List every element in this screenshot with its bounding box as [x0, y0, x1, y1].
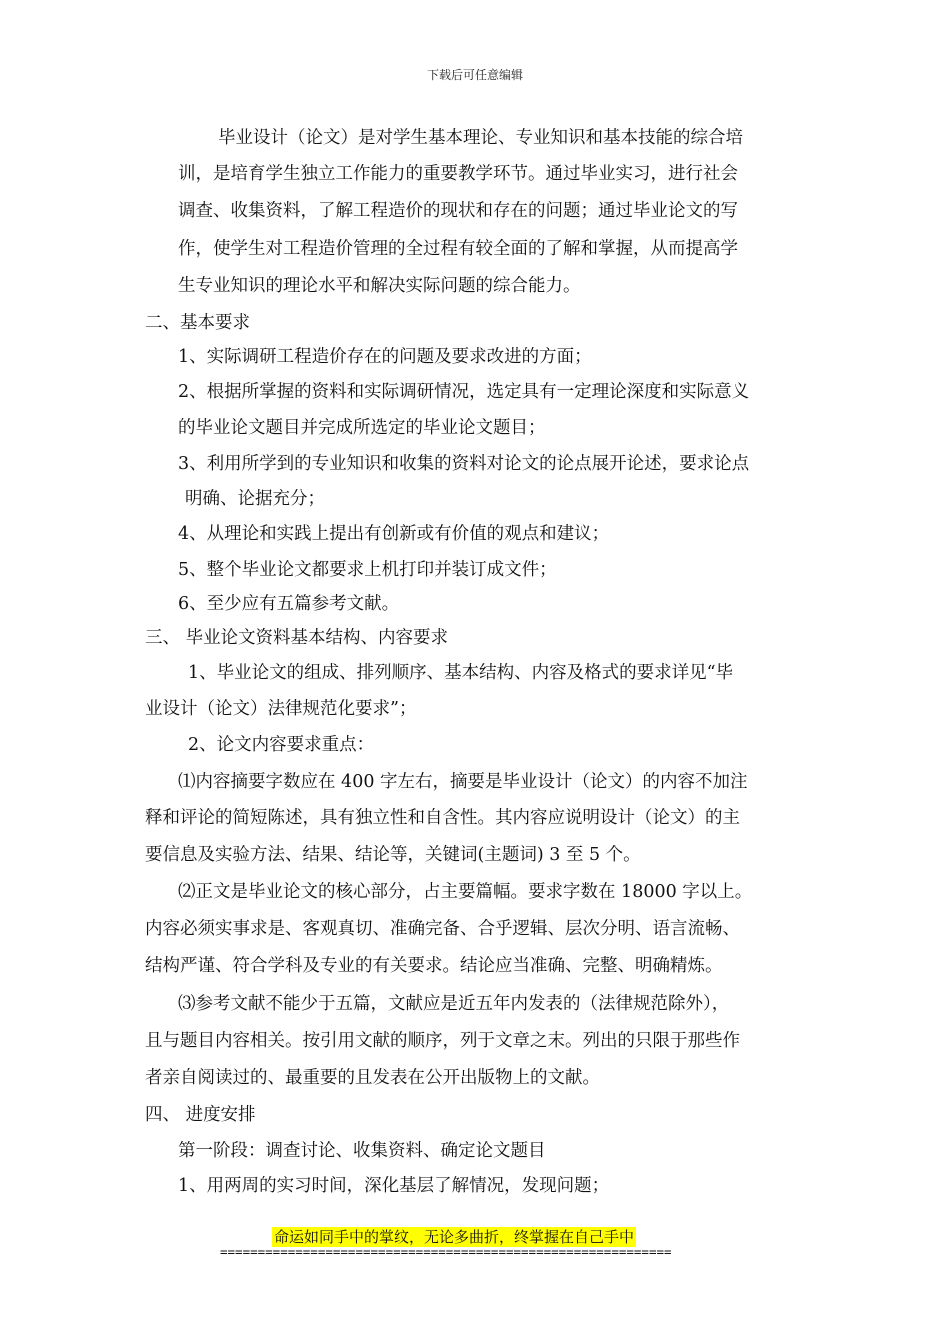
- requirement-item: 1、实际调研工程造价存在的问题及要求改进的方面；: [178, 347, 592, 367]
- content-paragraph-line: ⑶参考文献不能少于五篇，文献应是近五年内发表的（法律规范除外），: [178, 994, 730, 1014]
- page-header: 下载后可任意编辑: [426, 68, 523, 82]
- structure-item: 2、论文内容要求重点：: [188, 735, 375, 755]
- intro-line: 毕业设计（论文）是对学生基本理论、专业知识和基本技能的综合培: [218, 128, 743, 148]
- content-paragraph-line: 释和评论的简短陈述，具有独立性和自含性。其内容应说明设计（论文）的主: [145, 808, 740, 828]
- intro-line: 作，使学生对工程造价管理的全过程有较全面的了解和掌握，从而提高学: [178, 239, 738, 259]
- schedule-item: 第一阶段：调查讨论、收集资料、确定论文题目: [178, 1141, 546, 1161]
- content-paragraph-line: 者亲自阅读过的、最重要的且发表在公开出版物上的文献。: [145, 1068, 600, 1088]
- requirement-item: 的毕业论文题目并完成所选定的毕业论文题目；: [178, 418, 546, 438]
- section-heading-schedule: 四、 进度安排: [145, 1105, 256, 1125]
- structure-item: 业设计（论文）法律规范化要求”；: [145, 699, 417, 719]
- requirement-item: 5、整个毕业论文都要求上机打印并装订成文件；: [178, 560, 557, 580]
- requirement-item: 明确、论据充分；: [185, 489, 325, 509]
- requirement-item: 4、从理论和实践上提出有创新或有价值的观点和建议；: [178, 524, 610, 544]
- intro-line: 调查、收集资料，了解工程造价的现状和存在的问题；通过毕业论文的写: [178, 201, 738, 221]
- content-paragraph-line: 内容必须实事求是、客观真切、准确完备、合乎逻辑、层次分明、语言流畅、: [145, 919, 740, 939]
- content-paragraph-line: 要信息及实验方法、结果、结论等，关键词(主题词) 3 至 5 个。: [145, 845, 641, 865]
- content-paragraph-line: ⑵正文是毕业论文的核心部分，占主要篇幅。要求字数在 18000 字以上。: [178, 882, 753, 902]
- schedule-item: 1、用两周的实习时间，深化基层了解情况，发现问题；: [178, 1176, 610, 1196]
- content-paragraph-line: 且与题目内容相关。按引用文献的顺序，列于文章之末。列出的只限于那些作: [145, 1031, 740, 1051]
- footer-motto: 命运如同手中的掌纹，无论多曲折，终掌握在自己手中: [274, 1228, 635, 1246]
- content-paragraph-line: ⑴内容摘要字数应在 400 字左右，摘要是毕业设计（论文）的内容不加注: [178, 772, 748, 792]
- requirement-item: 6、至少应有五篇参考文献。: [178, 594, 400, 614]
- requirement-item: 3、利用所学到的专业知识和收集的资料对论文的论点展开论述，要求论点: [178, 454, 750, 474]
- intro-line: 生专业知识的理论水平和解决实际问题的综合能力。: [178, 276, 581, 296]
- requirement-item: 2、根据所掌握的资料和实际调研情况，选定具有一定理论深度和实际意义: [178, 382, 750, 402]
- section-heading-basic-requirements: 二、基本要求: [145, 313, 250, 333]
- intro-line: 训，是培育学生独立工作能力的重要教学环节。通过毕业实习，进行社会: [178, 164, 738, 184]
- footer-divider: ============================================================: [220, 1244, 672, 1259]
- section-heading-structure: 三、 毕业论文资料基本结构、内容要求: [145, 628, 449, 648]
- content-paragraph-line: 结构严谨、符合学科及专业的有关要求。结论应当准确、完整、明确精炼。: [145, 956, 723, 976]
- structure-item: 1、毕业论文的组成、排列顺序、基本结构、内容及格式的要求详见“毕: [188, 663, 734, 683]
